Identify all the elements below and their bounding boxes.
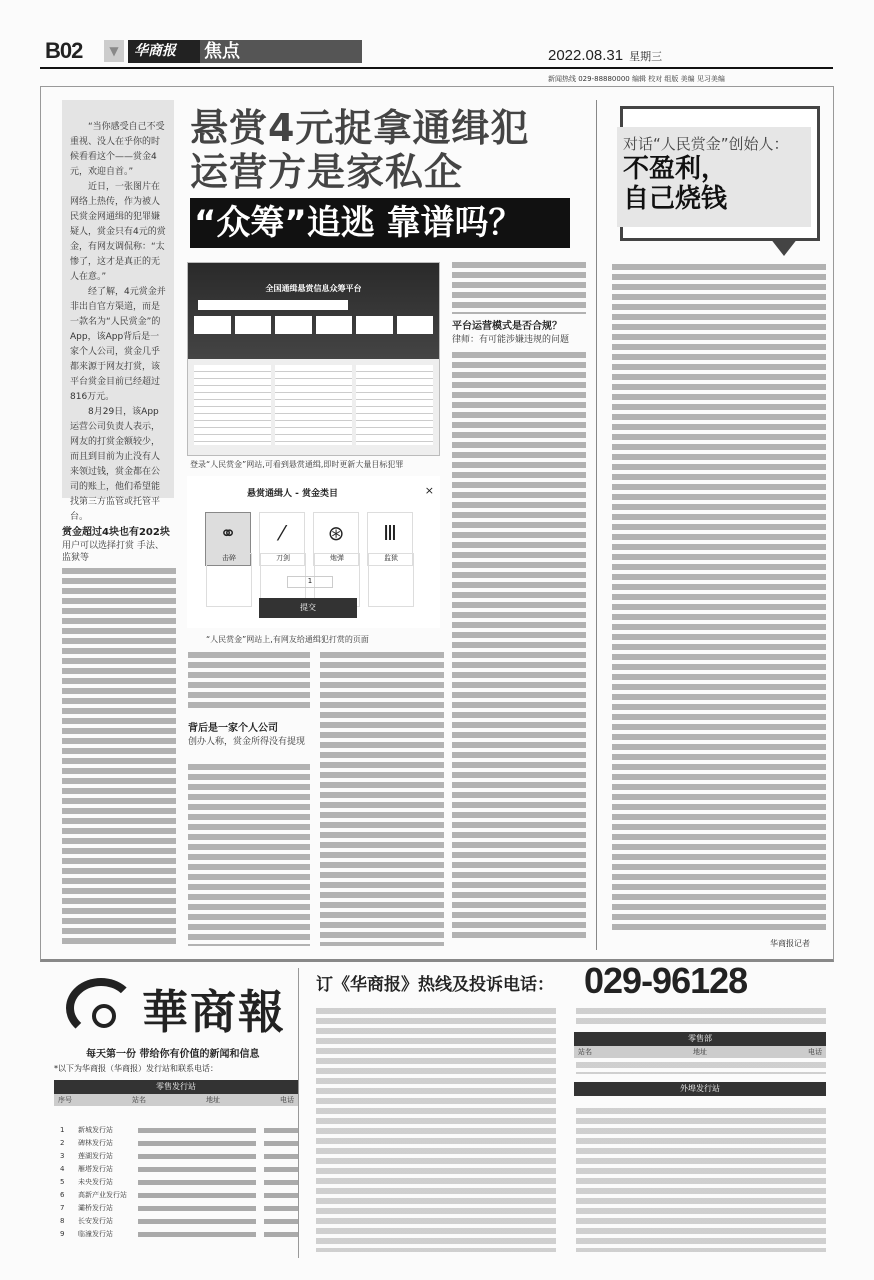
- interview-title: 自己烧钱: [623, 184, 728, 214]
- lead-box: [62, 100, 174, 522]
- table-title: 零售部: [574, 1032, 826, 1046]
- lead-quote: “当你感受自己不受重视、没人在乎你的时候看看这个——赏金4元，欢迎自首。”: [70, 122, 165, 177]
- hotline-title: 订《华商报》热线及投诉电话：: [316, 975, 554, 995]
- table-row: 6 高新产业发行站: [54, 1189, 298, 1202]
- arrow-icon: ▼: [104, 40, 124, 62]
- byline: 华商报记者: [770, 939, 810, 948]
- logo-text: 華商報: [142, 985, 286, 1039]
- subhead: 赏金超过4块也有202块: [62, 527, 170, 538]
- submit-button: 提交: [259, 598, 357, 618]
- pager: 1: [287, 576, 333, 588]
- option-card: ⁄ 刀剑: [259, 512, 305, 566]
- search-bar: [198, 300, 348, 310]
- reward-popup-photo: [187, 476, 440, 628]
- photo-caption: 登录“人民赏金”网站,可看到悬赏通缉,即时更新大量目标犯罪: [190, 460, 404, 469]
- option-card: ⊛ 炮弹: [313, 512, 359, 566]
- table-header: 序号 站名 地址 电话: [54, 1094, 298, 1106]
- interview-kicker: 对话“人民赏金”创始人：: [623, 135, 789, 153]
- body-text: [188, 652, 310, 712]
- station-list: [576, 1108, 826, 1252]
- option-card: Ⅲ 监狱: [367, 512, 413, 566]
- table-row: 8 长安发行站: [54, 1215, 298, 1228]
- outer-station-table: [574, 1082, 826, 1096]
- page-number: B02: [45, 38, 83, 63]
- body-text: [188, 764, 310, 946]
- column-divider: [596, 100, 597, 950]
- news-hotline: 新闻热线 029-88880000 编辑 校对 组版 美编 见习美编: [548, 75, 725, 83]
- body-text: [452, 352, 586, 940]
- lead-paragraph: 经了解，4元赏金并非出自官方渠道，而是一款名为“人民赏金”的App，该App背后是一家个人公司，赏金几乎都来源于网友打赏，该平台赏金目前已经超过816万元。: [70, 287, 166, 402]
- table-row: 1 新城发行站: [54, 1124, 298, 1137]
- slogan: 每天第一份 带给你有价值的新闻和信息: [86, 1049, 260, 1060]
- station-table: [54, 1080, 298, 1241]
- body-text: [320, 652, 444, 946]
- interview-title-bubble: [620, 106, 820, 241]
- popup-title: 悬赏通缉人 - 赏金类目: [247, 489, 339, 499]
- site-title: 全国通缉悬赏信息众筹平台: [265, 284, 362, 293]
- ad-divider: [298, 968, 299, 1258]
- photo-caption: “人民赏金”网站上,有网友给通缉犯打赏的页面: [206, 635, 369, 644]
- table-row: 2 碑林发行站: [54, 1137, 298, 1150]
- section-bar: [128, 40, 362, 63]
- option-card: ⚭ 击碎: [205, 512, 251, 566]
- table-title: 外埠发行站: [574, 1082, 826, 1096]
- station-note: *以下为华商报（华商报）发行站和联系电话：: [54, 1064, 218, 1073]
- section-title: 焦点: [204, 41, 240, 62]
- table-row: 7 灞桥发行站: [54, 1202, 298, 1215]
- table-row: 4 雁塔发行站: [54, 1163, 298, 1176]
- table-header: 站名 地址 电话: [574, 1046, 826, 1058]
- header-rule: [40, 67, 833, 69]
- hotline-phone: 029-96128: [584, 960, 748, 1001]
- weekday: 星期三: [629, 51, 663, 63]
- lead-paragraph: 近日，一张图片在网络上热传，作为被人民赏金网通缉的犯罪嫌疑人，赏金只有4元的赏金，有网友调侃称：“太惨了，这才是真正的无人在意。”: [70, 182, 166, 282]
- bubble-tail: [770, 238, 798, 256]
- table-row: 3 莲湖发行站: [54, 1150, 298, 1163]
- station-list: [316, 1008, 556, 1252]
- huashang-logo: [66, 972, 286, 1042]
- table-title: 零售发行站: [54, 1080, 298, 1094]
- subhead: 背后是一家个人公司: [188, 723, 278, 734]
- body-text: [62, 568, 176, 946]
- body-text: [452, 262, 586, 314]
- subhead-sub: 用户可以选择打赏 手法、监狱等: [62, 541, 164, 563]
- station-list: [576, 1062, 826, 1074]
- interview-body-text: [612, 264, 826, 934]
- date: 2022.08.31: [548, 47, 624, 64]
- headline-line: 悬赏4元捉拿通缉犯: [190, 106, 530, 150]
- newspaper-logo: 华商报: [128, 40, 200, 63]
- table-row: 9 临潼发行站: [54, 1228, 298, 1241]
- subhead-sub: 律师：有可能涉嫌违规的问题: [452, 335, 570, 345]
- headline: [190, 106, 529, 194]
- headline-banner: “众筹”追逃 靠谱吗？: [190, 198, 570, 248]
- retail-table: [574, 1032, 826, 1058]
- station-list: [576, 1008, 826, 1028]
- website-screenshot-photo: [187, 262, 440, 456]
- lead-paragraph: 8月29日，该App运营公司负责人表示，网友的打赏金额较少，而且到目前为止没有人来领过钱，赏金都在公司的账上，他们希望能找第三方监管或托管平台。: [70, 407, 161, 522]
- close-icon: ×: [424, 484, 434, 497]
- subhead: 平台运营模式是否合规？: [452, 321, 562, 332]
- issue-date: [548, 47, 662, 64]
- interview-title: 不盈利，: [623, 154, 728, 184]
- table-row: 5 未央发行站: [54, 1176, 298, 1189]
- subhead-sub: 创办人称，赏金所得没有提现: [188, 737, 306, 747]
- headline-line: 运营方是家私企: [190, 150, 464, 194]
